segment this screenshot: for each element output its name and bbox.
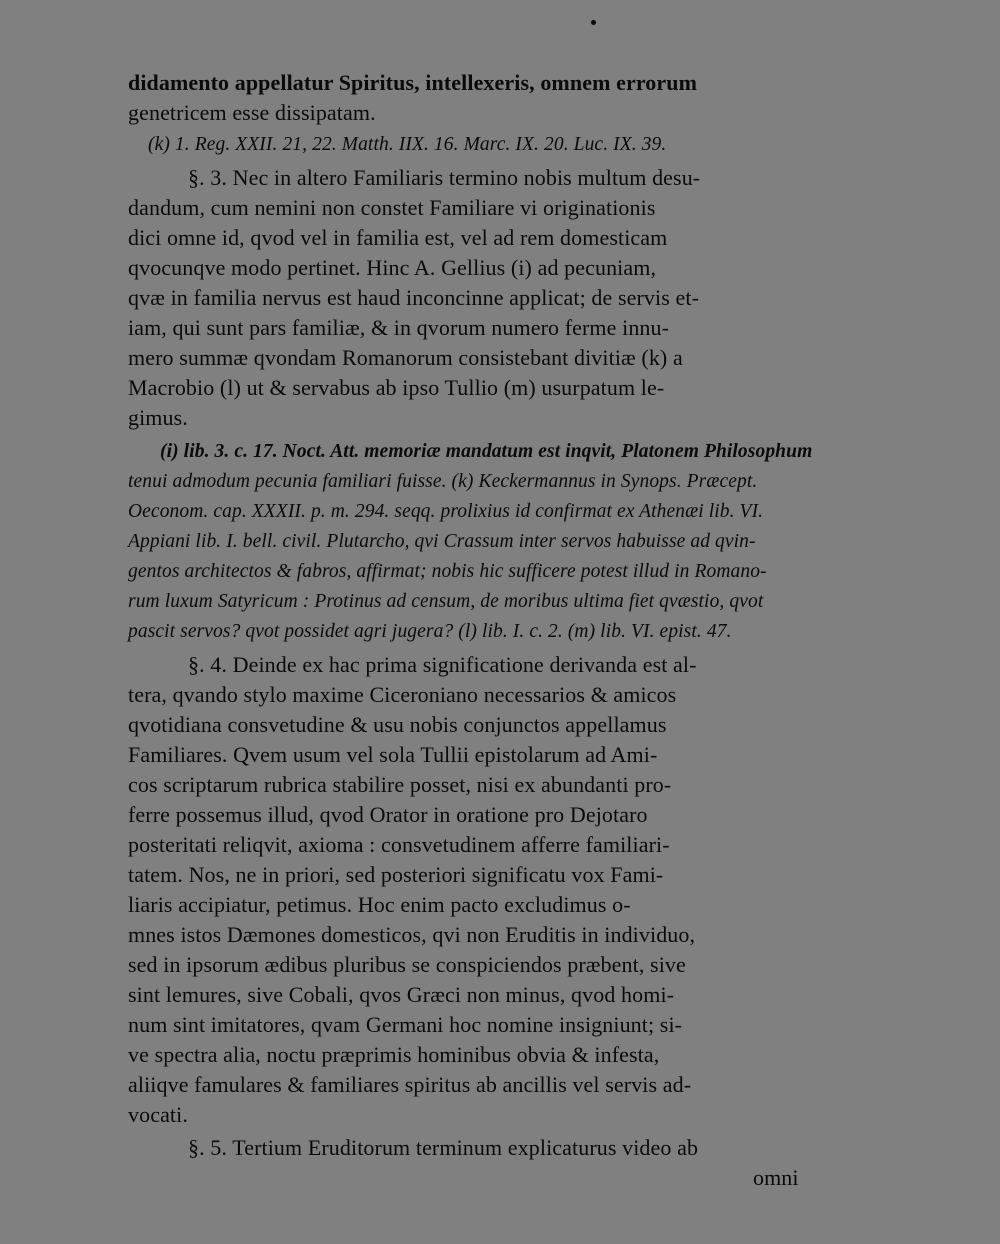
catchword: omni (753, 1165, 799, 1190)
text-line-7: qvocunqve modo pertinet. Hinc A. Gellius (i) ad pecuniam, (128, 255, 657, 280)
text-line-5: dandum, cum nemini non constet Familiare vi originationis (128, 195, 656, 220)
text-line-26: posteritati reliqvit, axioma : consvetudinem afferre familiari- (128, 832, 670, 857)
text-line-1: didamento appellatur Spiritus, intellexeris, omnem errorum (128, 70, 698, 95)
footnote-line-5: gentos architectos & fabros, affirmat; nobis hic sufficere potest illud in Romano- (128, 561, 767, 582)
text-line-24: cos scriptarum rubrica stabilire posset, nisi ex abundanti pro- (128, 772, 672, 797)
text-line-12: gimus. (128, 405, 188, 430)
text-line-34: aliiqve famulares & familiares spiritus ab ancillis vel servis ad- (128, 1072, 692, 1097)
paragraph-4-start: §. 4. Deinde ex hac prima significatione derivanda est al- (188, 652, 697, 677)
text-line-27: tatem. Nos, ne in priori, sed posteriori significatu vox Fami- (128, 862, 664, 887)
text-line-32: num sint imitatores, qvam Germani hoc nomine insigniunt; si- (128, 1012, 683, 1037)
text-line-10: mero summæ qvondam Romanorum consistebant divitiæ (k) a (128, 345, 683, 370)
text-line-8: qvæ in familia nervus est haud inconcinne applicat; de servis et- (128, 285, 700, 310)
text-line-21: tera, qvando stylo maxime Ciceroniano necessarios & amicos (128, 682, 677, 707)
footnote-line-4: Appiani lib. I. bell. civil. Plutarcho, qvi Crassum inter servos habuisse ad qvin- (128, 531, 756, 552)
text-line-35: vocati. (128, 1102, 188, 1127)
text-line-33: ve spectra alia, noctu præprimis hominibus obvia & infesta, (128, 1042, 660, 1067)
footnote-line-6: rum luxum Satyricum : Protinus ad censum, de moribus ultima fiet qvæstio, qvot (128, 591, 764, 612)
text-line-22: qvotidiana consvetudine & usu nobis conjunctos appellamus (128, 712, 667, 737)
text-line-29: mnes istos Dæmones domesticos, qvi non Eruditis in individuo, (128, 922, 696, 947)
paragraph-3-start: §. 3. Nec in altero Familiaris termino nobis multum desu- (188, 165, 701, 190)
text-line-25: ferre possemus illud, qvod Orator in oratione pro Dejotaro (128, 802, 648, 827)
text-line-6: dici omne id, qvod vel in familia est, vel ad rem domesticam (128, 225, 668, 250)
text-line-28: liaris accipiatur, petimus. Hoc enim pacto excludimus o- (128, 892, 631, 917)
footnote-line-2: tenui admodum pecunia familiari fuisse. (k) Keckermannus in Synops. Præcept. (128, 471, 758, 492)
footnote-i: (i) lib. 3. c. 17. Noct. Att. memoriæ mandatum est inqvit, Platonem Philosophum (160, 441, 813, 462)
footnote-line-7: pascit servos? qvot possidet agri jugera? (l) lib. I. c. 2. (m) lib. VI. epist. 47. (128, 621, 732, 642)
text-line-2: genetricem esse dissipatam. (128, 100, 376, 125)
text-line-23: Familiares. Qvem usum vel sola Tullii epistolarum ad Ami- (128, 742, 658, 767)
ink-speck (591, 20, 596, 25)
footnote-line-3: Oeconom. cap. XXXII. p. m. 294. seqq. prolixius id confirmat ex Athenæi lib. VI. (128, 501, 764, 522)
footnote-k: (k) 1. Reg. XXII. 21, 22. Matth. IIX. 16. Marc. IX. 20. Luc. IX. 39. (148, 134, 667, 155)
paragraph-5-start: §. 5. Tertium Eruditorum terminum explicaturus video ab (188, 1135, 699, 1160)
text-line-30: sed in ipsorum ædibus pluribus se conspiciendos præbent, sive (128, 952, 686, 977)
text-line-31: sint lemures, sive Cobali, qvos Græci non minus, qvod homi- (128, 982, 675, 1007)
text-line-9: iam, qui sunt pars familiæ, & in qvorum numero ferme innu- (128, 315, 670, 340)
text-line-11: Macrobio (l) ut & servabus ab ipso Tullio (m) usurpatum le- (128, 375, 665, 400)
